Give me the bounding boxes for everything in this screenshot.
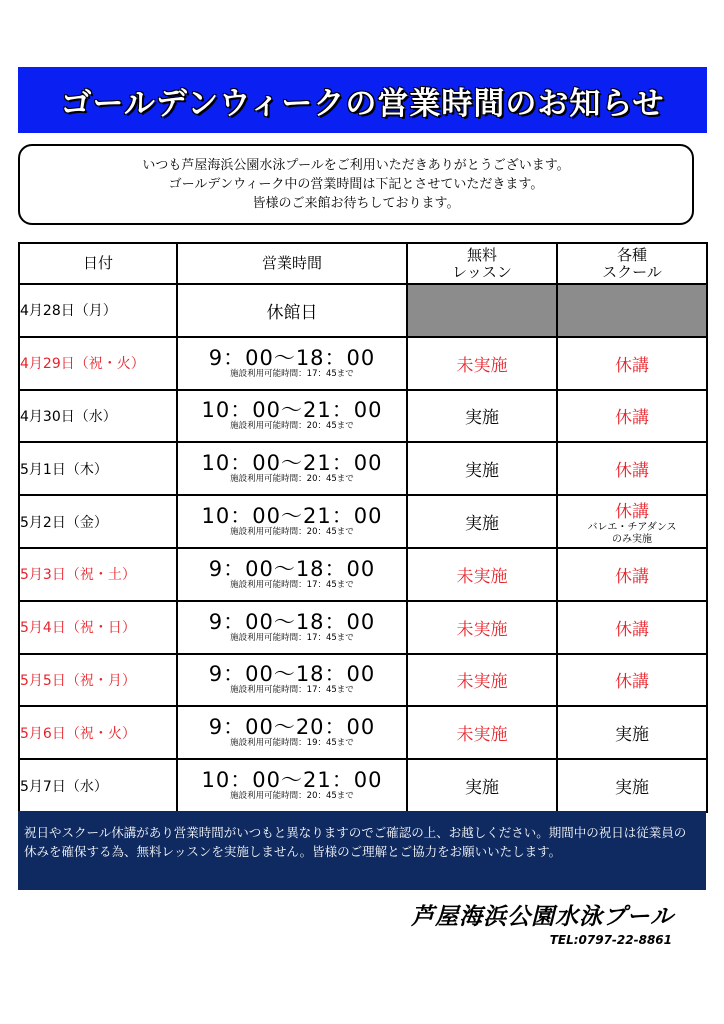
intro-line: ゴールデンウィーク中の営業時間は下記とさせていただきます。 (168, 177, 544, 192)
header-hours: 営業時間 (177, 243, 407, 284)
header-school (557, 243, 707, 284)
free-lesson-status: 未実施 (456, 619, 508, 640)
header-free-lesson (407, 243, 557, 284)
row-date: 5月5日（祝・月） (19, 654, 177, 707)
intro-notice-box (18, 144, 694, 225)
header-school-line: スクール (602, 262, 662, 281)
business-hours: 9：00～18：00 (208, 662, 376, 687)
row-hours (177, 759, 407, 812)
business-hours: 10：00～21：00 (201, 504, 383, 529)
row-school-status (557, 706, 707, 759)
facility-hours-note: 施設利用可能時間：20：45まで (230, 527, 354, 538)
row-hours (177, 706, 407, 759)
row-hours (177, 601, 407, 654)
business-hours: 9：00～18：00 (208, 345, 376, 370)
row-school-status (557, 654, 707, 707)
row-free-lesson-status (407, 759, 557, 812)
facility-hours-note: 施設利用可能時間：20：45まで (230, 421, 354, 432)
row-free-lesson-status (407, 495, 557, 548)
free-lesson-status: 未実施 (456, 355, 508, 376)
row-date: 4月30日（水） (19, 390, 177, 443)
row-free-lesson-status (407, 706, 557, 759)
free-lesson-status: 未実施 (456, 725, 508, 746)
organization-name: 芦屋海浜公園水泳プール (411, 904, 674, 930)
school-status: 実施 (615, 725, 649, 746)
table-row (19, 442, 707, 495)
row-date: 5月4日（祝・日） (19, 601, 177, 654)
header-school-line: 各種 (616, 245, 647, 264)
table-row (19, 284, 707, 337)
facility-hours-note: 施設利用可能時間：20：45まで (230, 474, 354, 485)
row-school-status (557, 495, 707, 548)
business-hours: 10：00～21：00 (201, 398, 383, 423)
title-banner (18, 67, 707, 133)
table-row (19, 495, 707, 548)
footer-note: 祝日やスクール休講があり営業時間がいつもと異なりますのでご確認の上、お越しください。期間中の祝日は従業員の休みを確保する為、無料レッスンを実施しません。皆様のご理解とご協力をお願いいたします。 (18, 811, 706, 890)
row-free-lesson-status (407, 442, 557, 495)
row-school-status (557, 284, 707, 337)
row-free-lesson-status (407, 284, 557, 337)
row-hours (177, 390, 407, 443)
row-school-status (557, 442, 707, 495)
business-hours: 10：00～21：00 (201, 768, 383, 793)
row-date: 5月7日（水） (19, 759, 177, 812)
table-row (19, 706, 707, 759)
free-lesson-status: 未実施 (456, 566, 508, 587)
row-free-lesson-status (407, 337, 557, 390)
school-status: 休講 (615, 355, 649, 376)
row-date: 5月1日（木） (19, 442, 177, 495)
table-row (19, 759, 707, 812)
facility-hours-note: 施設利用可能時間：17：45まで (230, 368, 354, 379)
header-free-lesson-line: 無料 (466, 245, 497, 264)
business-hours: 9：00～18：00 (208, 609, 376, 634)
row-school-status (557, 601, 707, 654)
organization-phone: TEL:0797-22-8861 (549, 933, 672, 947)
table-row (19, 337, 707, 390)
intro-line: 皆様のご来館お待ちしております。 (252, 196, 460, 211)
row-free-lesson-status (407, 601, 557, 654)
row-hours (177, 284, 407, 337)
business-hours: 9：00～20：00 (208, 715, 376, 740)
school-status: 実施 (615, 778, 649, 799)
row-date: 5月3日（祝・土） (19, 548, 177, 601)
facility-hours-note: 施設利用可能時間：17：45まで (230, 579, 354, 590)
table-row (19, 601, 707, 654)
school-status: 休講 (615, 672, 649, 693)
row-free-lesson-status (407, 654, 557, 707)
school-status: 休講 (615, 408, 649, 429)
row-school-status (557, 337, 707, 390)
row-school-status (557, 390, 707, 443)
row-date: 4月29日（祝・火） (19, 337, 177, 390)
page-title: ゴールデンウィークの営業時間のお知らせ (60, 85, 665, 122)
school-status: 休講 (615, 566, 649, 587)
facility-hours-note: 施設利用可能時間：20：45まで (230, 791, 354, 802)
free-lesson-status: 未実施 (456, 672, 508, 693)
business-hours: 9：00～18：00 (208, 556, 376, 581)
row-date: 5月2日（金） (19, 495, 177, 548)
facility-hours-note: 施設利用可能時間：17：45まで (230, 685, 354, 696)
row-date: 5月6日（祝・火） (19, 706, 177, 759)
header-date: 日付 (19, 243, 177, 284)
row-school-status (557, 548, 707, 601)
row-school-status (557, 759, 707, 812)
business-hours: 10：00～21：00 (201, 451, 383, 476)
table-header-row (19, 243, 707, 284)
row-date: 4月28日（月） (19, 284, 177, 337)
free-lesson-status: 実施 (465, 514, 499, 535)
school-status-note: のみ実施 (612, 534, 652, 546)
table-row (19, 548, 707, 601)
row-hours (177, 337, 407, 390)
schedule-table (18, 242, 708, 813)
free-lesson-status: 実施 (465, 461, 499, 482)
row-hours (177, 495, 407, 548)
facility-hours-note: 施設利用可能時間：19：45まで (230, 738, 354, 749)
school-status: 休講 (615, 502, 649, 523)
closed-label: 休館日 (266, 302, 318, 323)
school-status-note: バレエ・チアダンス (587, 522, 677, 534)
schedule-body (19, 284, 707, 812)
school-status: 休講 (615, 461, 649, 482)
school-status: 休講 (615, 619, 649, 640)
header-free-lesson-line: レッスン (452, 262, 512, 281)
table-row (19, 390, 707, 443)
table-row (19, 654, 707, 707)
free-lesson-status: 実施 (465, 778, 499, 799)
row-hours (177, 654, 407, 707)
free-lesson-status: 実施 (465, 408, 499, 429)
row-free-lesson-status (407, 548, 557, 601)
facility-hours-note: 施設利用可能時間：17：45まで (230, 632, 354, 643)
intro-line: いつも芦屋海浜公園水泳プールをご利用いただきありがとうございます。 (142, 158, 570, 173)
row-hours (177, 548, 407, 601)
row-hours (177, 442, 407, 495)
row-free-lesson-status (407, 390, 557, 443)
